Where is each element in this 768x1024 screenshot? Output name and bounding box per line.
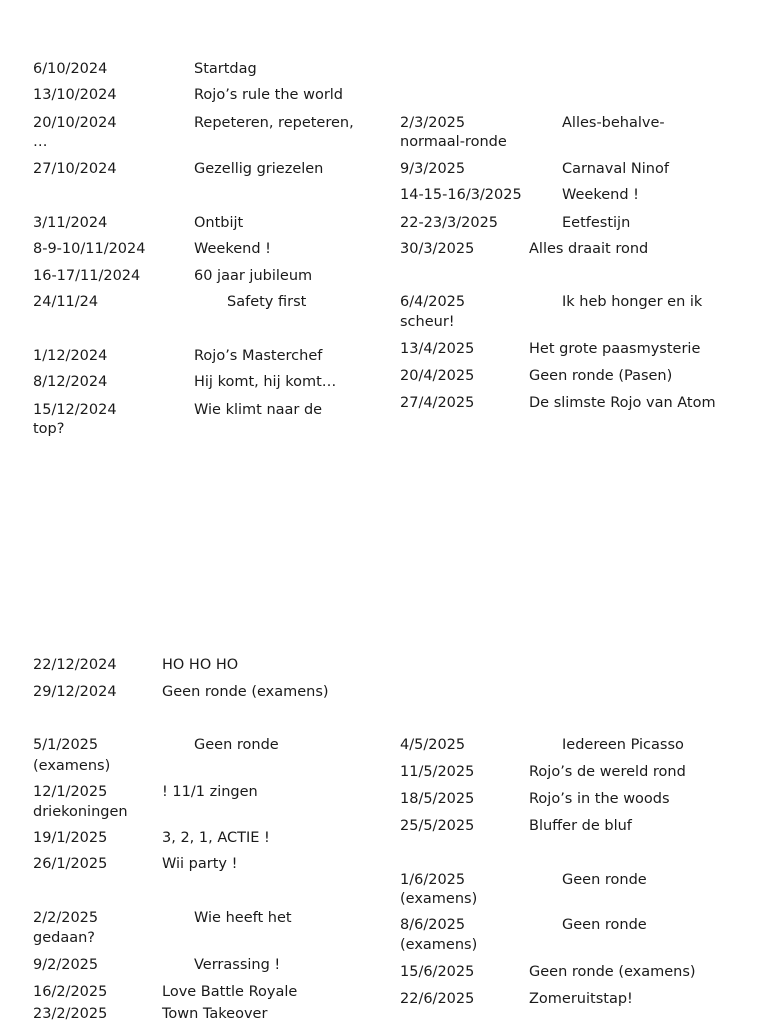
entry-title: Zomeruitstap! [529,991,633,1007]
entry-date: 22-23/3/2025 [400,215,499,231]
entry-title-wrap: normaal-ronde [400,134,507,150]
entry-date: 27/4/2025 [400,395,475,411]
entry-title-wrap: top? [33,421,65,437]
entry-date: 30/3/2025 [400,241,475,257]
entry-title: Carnaval Ninof [562,161,669,177]
entry-title: Geen ronde [562,872,647,888]
entry-title: Alles draait rond [529,241,649,257]
entry-title-wrap: (examens) [400,937,478,953]
entry-title: Geen ronde [562,917,647,933]
entry-date: 15/6/2025 [400,964,475,980]
entry-title: Ik heb honger en ik [562,294,703,310]
entry-date: 5/1/2025 [33,737,99,753]
entry-date: 20/10/2024 [33,115,117,131]
entry-date: 16-17/11/2024 [33,268,141,284]
entry-date: 18/5/2025 [400,791,475,807]
entry-title-wrap: (examens) [33,758,111,774]
entry-title-wrap: gedaan? [33,930,95,946]
entry-title: Geen ronde (examens) [529,964,696,980]
entry-title: Geen ronde [194,737,279,753]
entry-date: 19/1/2025 [33,830,108,846]
entry-title: Rojo’s in the woods [529,791,670,807]
entry-date: 24/11/24 [33,294,99,310]
entry-date: 9/2/2025 [33,957,99,973]
entry-title: Wie heeft het [194,910,292,926]
entry-title: Het grote paasmysterie [529,341,701,357]
entry-title: De slimste Rojo van Atom [529,395,716,411]
entry-title: Bluffer de bluf [529,818,632,834]
entry-date: 16/2/2025 [33,984,108,1000]
entry-title: Weekend ! [194,241,271,257]
entry-date: 23/2/2025 [33,1006,108,1022]
entry-date: 6/10/2024 [33,61,108,77]
entry-title-wrap: scheur! [400,314,455,330]
entry-title-wrap: driekoningen [33,804,128,820]
entry-date: 1/6/2025 [400,872,466,888]
entry-title: Wii party ! [162,856,238,872]
entry-date: 2/3/2025 [400,115,466,131]
entry-title: Safety first [227,294,307,310]
entry-title: Love Battle Royale [162,984,298,1000]
entry-date: 4/5/2025 [400,737,466,753]
entry-date: 26/1/2025 [33,856,108,872]
entry-title: 3, 2, 1, ACTIE ! [162,830,270,846]
entry-title: HO HO HO [162,657,239,673]
entry-title: Hij komt, hij komt… [194,374,337,390]
entry-title: Iedereen Picasso [562,737,684,753]
entry-title: Startdag [194,61,257,77]
entry-title: Ontbijt [194,215,244,231]
entry-title: Geen ronde (Pasen) [529,368,673,384]
entry-title: Eetfestijn [562,215,631,231]
entry-title: Town Takeover [162,1006,268,1022]
entry-date: 15/12/2024 [33,402,117,418]
entry-date: 6/4/2025 [400,294,466,310]
entry-date: 22/12/2024 [33,657,117,673]
entry-title: Gezellig griezelen [194,161,324,177]
entry-date: 25/5/2025 [400,818,475,834]
entry-date: 8-9-10/11/2024 [33,241,146,257]
entry-title: ! 11/1 zingen [162,784,258,800]
entry-title: Weekend ! [562,187,639,203]
entry-title: Rojo’s rule the world [194,87,344,103]
entry-date: 13/10/2024 [33,87,117,103]
entry-title: 60 jaar jubileum [194,268,313,284]
entry-date: 27/10/2024 [33,161,117,177]
entry-date: 20/4/2025 [400,368,475,384]
entry-title: Rojo’s de wereld rond [529,764,686,780]
entry-date: 9/3/2025 [400,161,466,177]
entry-date: 12/1/2025 [33,784,108,800]
entry-date: 3/11/2024 [33,215,108,231]
entry-title-wrap: (examens) [400,891,478,907]
entry-title-wrap: … [33,134,48,150]
entry-date: 13/4/2025 [400,341,475,357]
entry-title: Repeteren, repeteren, [194,115,354,131]
entry-title: Verrassing ! [194,957,281,973]
entry-title: Rojo’s Masterchef [194,348,323,364]
entry-title: Alles-behalve- [562,115,665,131]
entry-date: 2/2/2025 [33,910,99,926]
entry-date: 22/6/2025 [400,991,475,1007]
entry-title: Wie klimt naar de [194,402,323,418]
entry-title: Geen ronde (examens) [162,684,329,700]
entry-date: 14-15-16/3/2025 [400,187,522,203]
entry-date: 11/5/2025 [400,764,475,780]
entry-date: 29/12/2024 [33,684,117,700]
entry-date: 8/12/2024 [33,374,108,390]
entry-date: 8/6/2025 [400,917,466,933]
entry-date: 1/12/2024 [33,348,108,364]
